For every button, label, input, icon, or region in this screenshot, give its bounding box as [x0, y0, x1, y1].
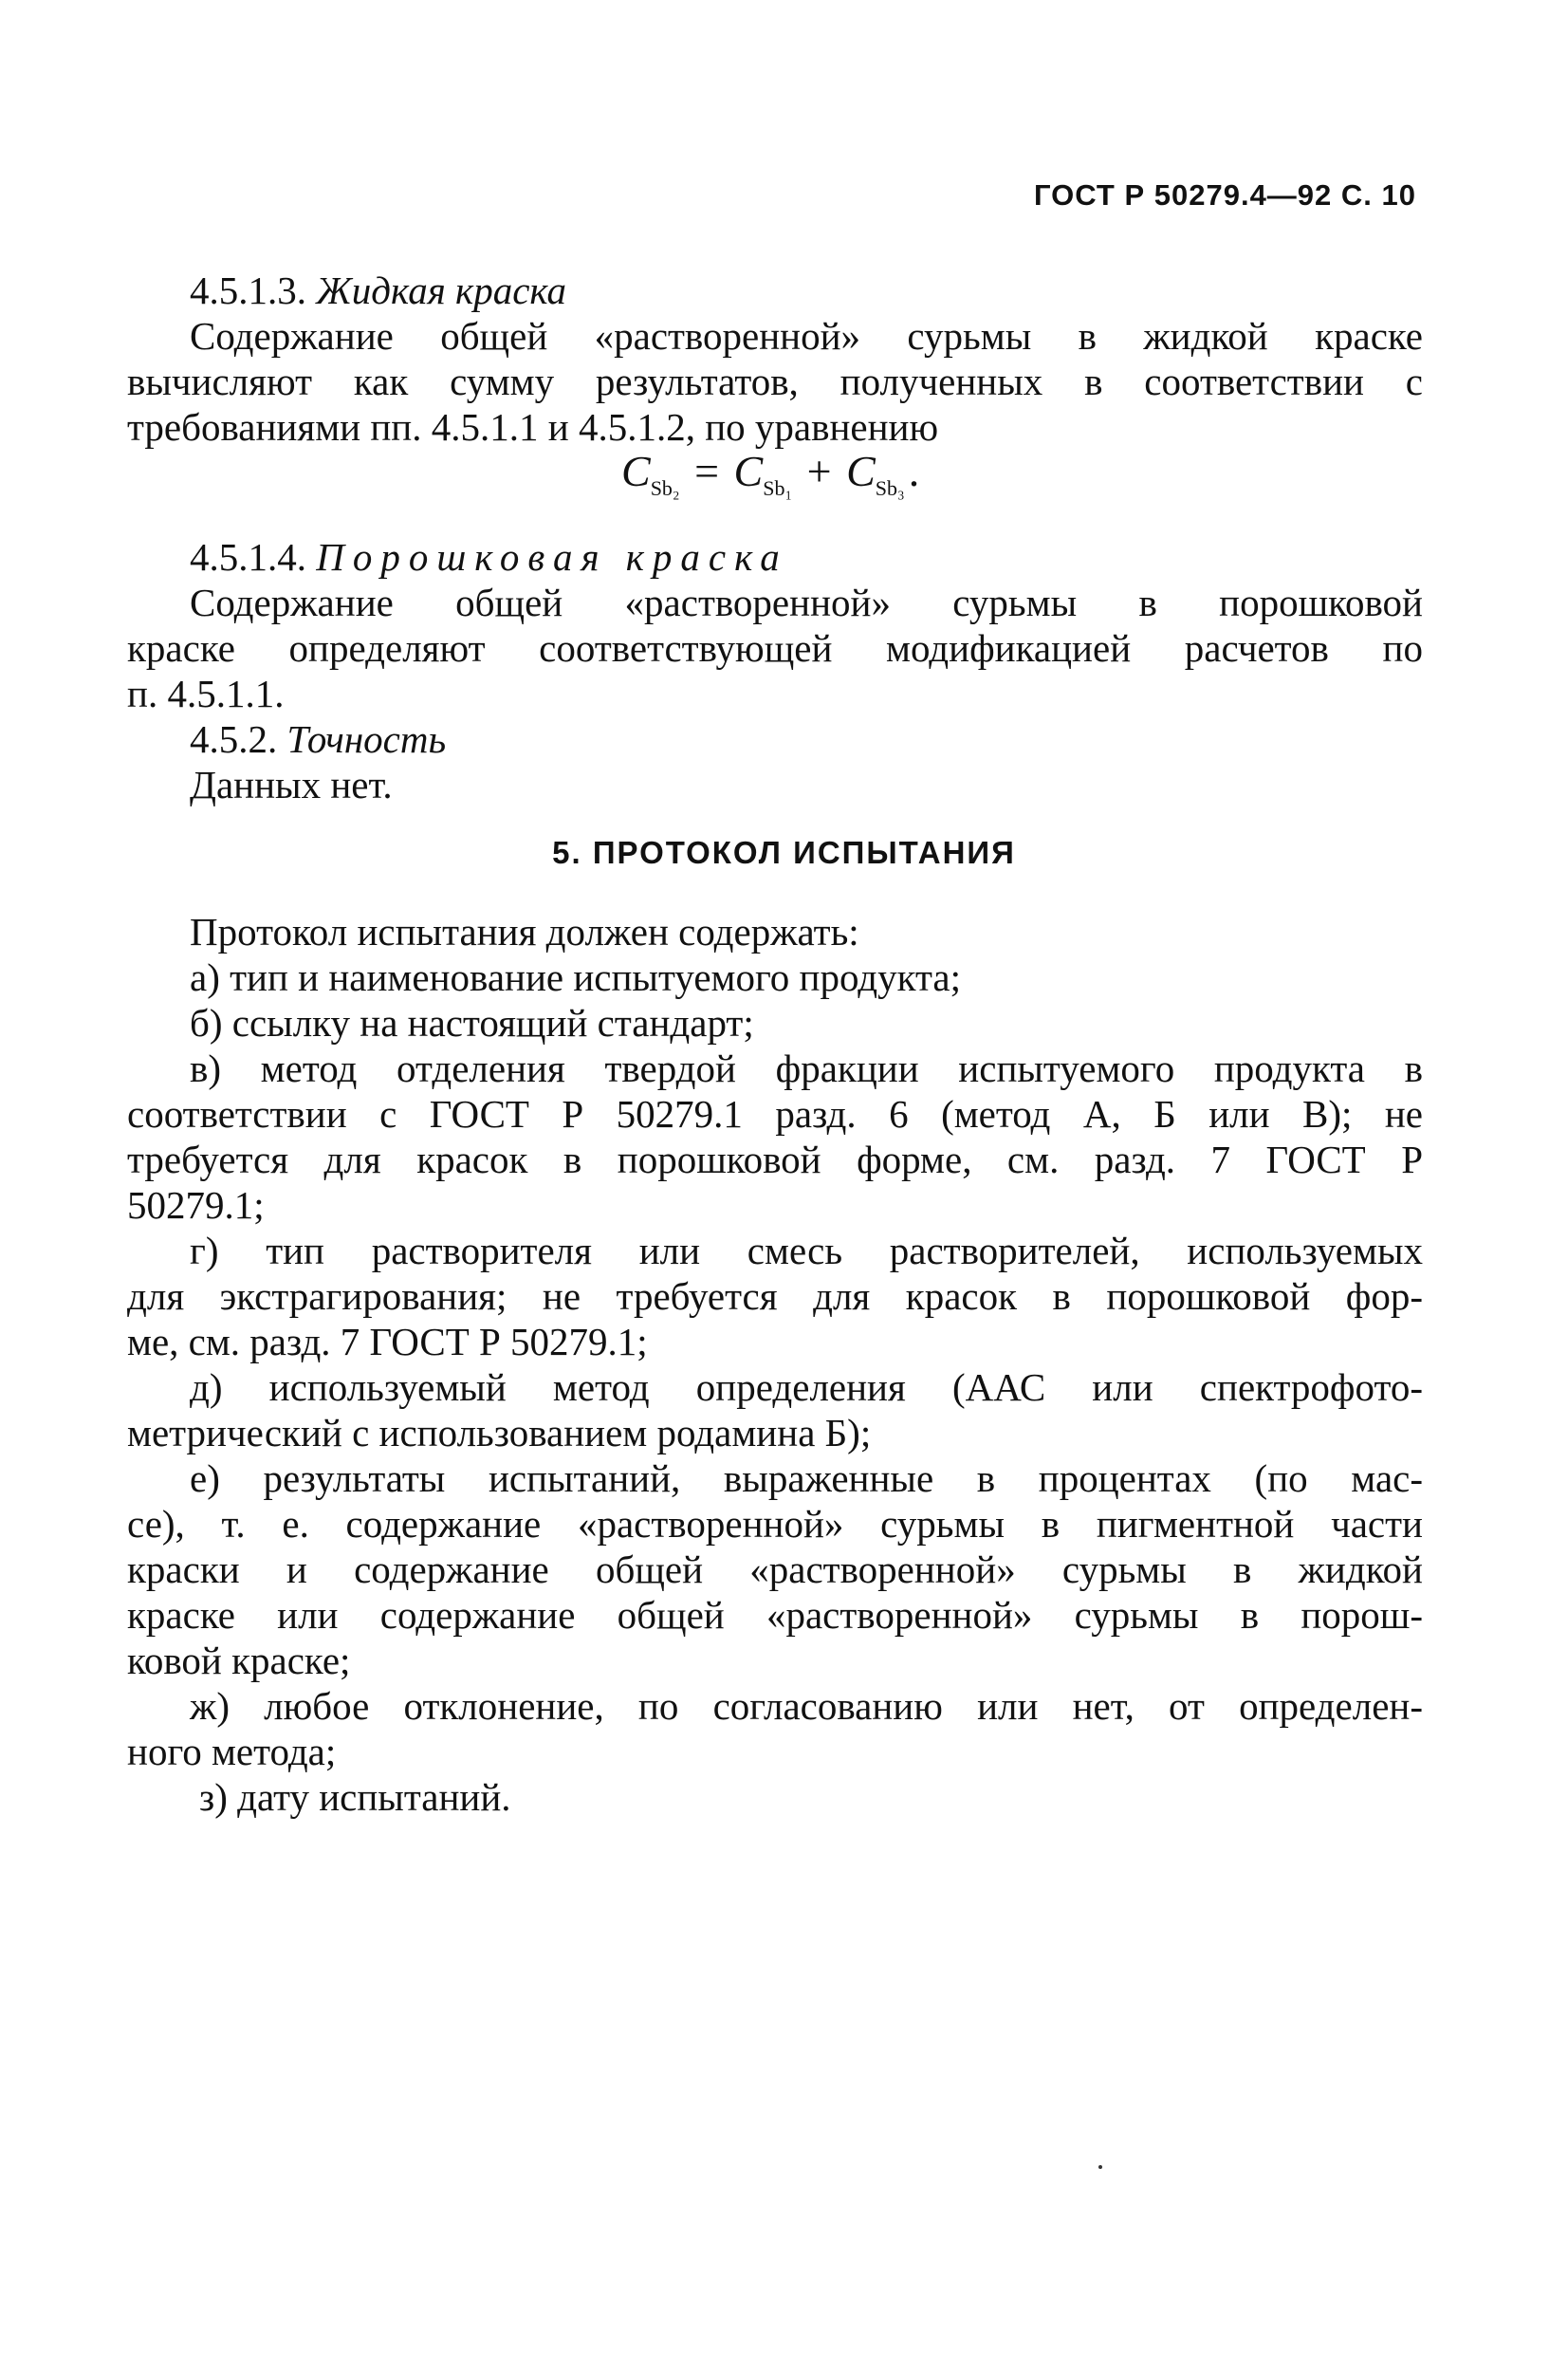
clause-title: Порошковая краска [316, 535, 788, 579]
formula-subscript: Sb₂ [650, 476, 680, 500]
list-item: краске или содержание общей «растворенной» сурьмы в порош- [127, 1593, 1423, 1637]
paragraph-line: п. 4.5.1.1. [127, 672, 285, 715]
list-item: метрический с использованием родамина Б); [127, 1411, 872, 1454]
clause-4-5-1-3 [127, 268, 1423, 450]
paragraph-line: вычисляют как сумму результатов, полученных в соответствии с [127, 360, 1423, 403]
clause-title: Жидкая краска [316, 269, 567, 312]
clause-4-5-1-4 [127, 534, 1423, 716]
clause-title: Точность [286, 717, 447, 761]
list-item: а) тип и наименование испытуемого продукта; [190, 955, 962, 999]
equation [621, 446, 923, 501]
protocol-list [127, 909, 1423, 1820]
list-item: б) ссылку на настоящий стандарт; [190, 1001, 754, 1045]
clause-number: 4.5.2. [190, 717, 278, 761]
clause-heading [190, 534, 1423, 580]
paragraph-line: требованиями пп. 4.5.1.1 и 4.5.1.2, по уравнению [127, 405, 939, 449]
clause-number: 4.5.1.4. [190, 535, 306, 579]
list-item: ме, см. разд. 7 ГОСТ Р 50279.1; [127, 1320, 648, 1363]
formula-period: . [908, 447, 920, 495]
paragraph-line: краске определяют соответствующей модификацией расчетов по [127, 626, 1423, 670]
formula-term: C [846, 447, 876, 495]
list-item: ного метода; [127, 1730, 337, 1773]
clause-heading [190, 716, 1423, 762]
formula-term: C [733, 447, 764, 495]
list-item: ковой краске; [127, 1639, 351, 1682]
paragraph-line: Содержание общей «растворенной» сурьмы в жидкой краске [190, 314, 1423, 358]
paragraph-line: Протокол испытания должен содержать: [190, 910, 859, 954]
list-item: д) используемый метод определения (ААС или спектрофото- [190, 1365, 1423, 1409]
section-title: 5. ПРОТОКОЛ ИСПЫТАНИЯ [552, 835, 1016, 870]
clause-number: 4.5.1.3. [190, 269, 306, 312]
scan-speck [1098, 2165, 1102, 2169]
list-item: краски и содержание общей «растворенной» сурьмы в жидкой [127, 1547, 1423, 1591]
formula-subscript: Sb₃ [875, 476, 905, 500]
clause-heading [190, 268, 1423, 313]
formula-operator: = [694, 447, 720, 495]
list-item: 50279.1; [127, 1183, 265, 1227]
list-item: з) дату испытаний. [199, 1775, 511, 1819]
list-item: для экстрагирования; не требуется для красок в порошковой фор- [127, 1274, 1423, 1318]
list-item: е) результаты испытаний, выраженные в процентах (по мас- [190, 1456, 1423, 1500]
formula-operator: + [806, 447, 832, 495]
formula-subscript: Sb₁ [763, 476, 793, 500]
list-item: се), т. е. содержание «растворенной» сурьмы в пигментной части [127, 1502, 1423, 1546]
list-item: в) метод отделения твердой фракции испытуемого продукта в [190, 1047, 1423, 1090]
page-header: ГОСТ Р 50279.4—92 С. 10 [1034, 178, 1416, 212]
list-item: требуется для красок в порошковой форме, см. разд. 7 ГОСТ Р [127, 1138, 1423, 1181]
list-item: соответствии с ГОСТ Р 50279.1 разд. 6 (метод А, Б или В); не [127, 1092, 1423, 1136]
paragraph-line: Данных нет. [190, 763, 393, 806]
list-item: г) тип растворителя или смесь растворителей, используемых [190, 1229, 1423, 1272]
paragraph-line: Содержание общей «растворенной» сурьмы в порошковой [190, 581, 1423, 624]
list-item: ж) любое отклонение, по согласованию или нет, от определен- [190, 1684, 1423, 1728]
clause-4-5-2 [190, 716, 1423, 807]
formula-term: C [621, 447, 651, 495]
